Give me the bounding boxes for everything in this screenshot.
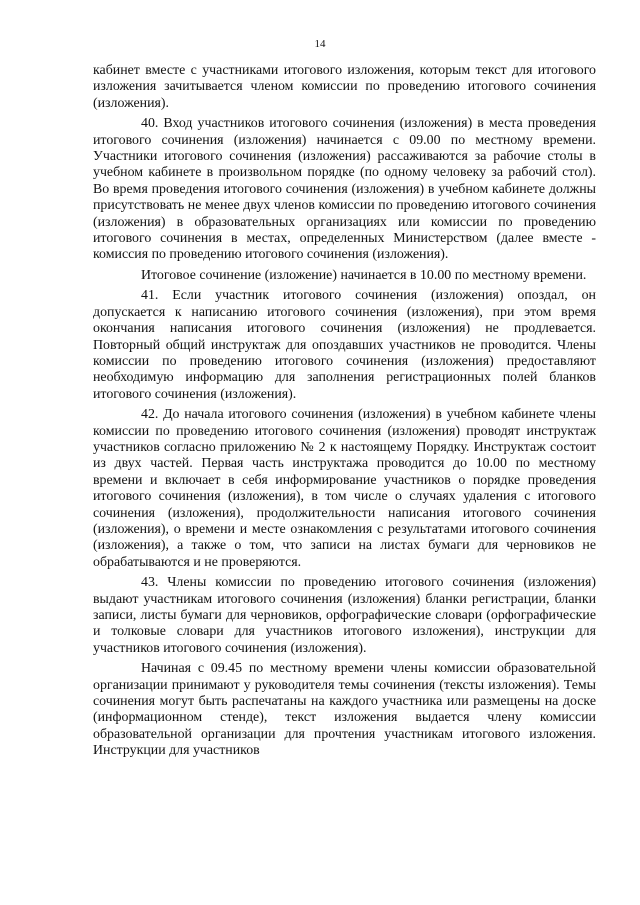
document-body (93, 63, 596, 764)
paragraph-continuation: кабинет вместе с участниками итогового изложения, которым текст для итогового изложения зачитывается членом комиссии по проведению итогового сочинения (изложения). (93, 63, 596, 111)
paragraph-start-time: Итоговое сочинение (изложение) начинается в 10.00 по местному времени. (141, 267, 587, 283)
paragraph-42: 42. До начала итогового сочинения (изложения) в учебном кабинете члены комиссии по проведению итогового сочинения (изложения) проводят инструктаж участников согласно приложению № 2 к настоящему Порядку. Инструктаж состоит из двух частей. Первая часть инструктажа проводится до 10.00 по местному времени и включает в себя информирование участников о порядке проведения итогового сочинения (изложения), в том числе о случаях удаления с итогового сочинения (изложения), продолжительности написания итогового сочинения (изложения), о времени и месте ознакомления с результатами итогового сочинения (изложения), а также о том, что записи на листах бумаги для черновиков не обрабатываются и не проверяются. (93, 407, 596, 570)
paragraph-40: 40. Вход участников итогового сочинения (изложения) в места проведения итогового сочинения (изложения) начинается с 09.00 по местному времени. Участники итогового сочинения (изложения) рассаживаются за рабочие столы в учебном кабинете в произвольном порядке (по одному человеку за рабочий стол). Во время проведения итогового сочинения (изложения) в учебном кабинете должны присутствовать не менее двух членов комиссии по проведению итогового сочинения (изложения) в образовательных организациях или комиссии по проведению итогового сочинения в местах, определенных Министерством (далее вместе - комиссия по проведению итогового сочинения (изложения). (93, 116, 596, 263)
paragraph-41: 41. Если участник итогового сочинения (изложения) опоздал, он допускается к написанию итогового сочинения (изложения), при этом время окончания написания итогового сочинения (изложения) не продлевается. Повторный общий инструктаж для опоздавших участников не проводится. Члены комиссии по проведению итогового сочинения (изложения) предоставляют необходимую информацию для заполнения регистрационных полей бланков итогового сочинения (изложения). (93, 288, 596, 402)
page-number: 14 (314, 38, 326, 50)
paragraph-43: 43. Члены комиссии по проведению итогового сочинения (изложения) выдают участникам итогового сочинения (изложения) бланки регистрации, бланки записи, листы бумаги для черновиков, орфографические словари (орфографические и толковые словари для участников итогового изложения), инструкции для участников итогового сочинения (изложения). (93, 575, 596, 656)
paragraph-0945: Начиная с 09.45 по местному времени члены комиссии образовательной организации принимают у руководителя темы сочинения (тексты изложения). Темы сочинения могут быть распечатаны на каждого участника или размещены на доске (информационном стенде), текст изложения выдается члену комиссии образовательной организации для прочтения участникам итогового изложения. Инструкции для участников (93, 661, 596, 759)
